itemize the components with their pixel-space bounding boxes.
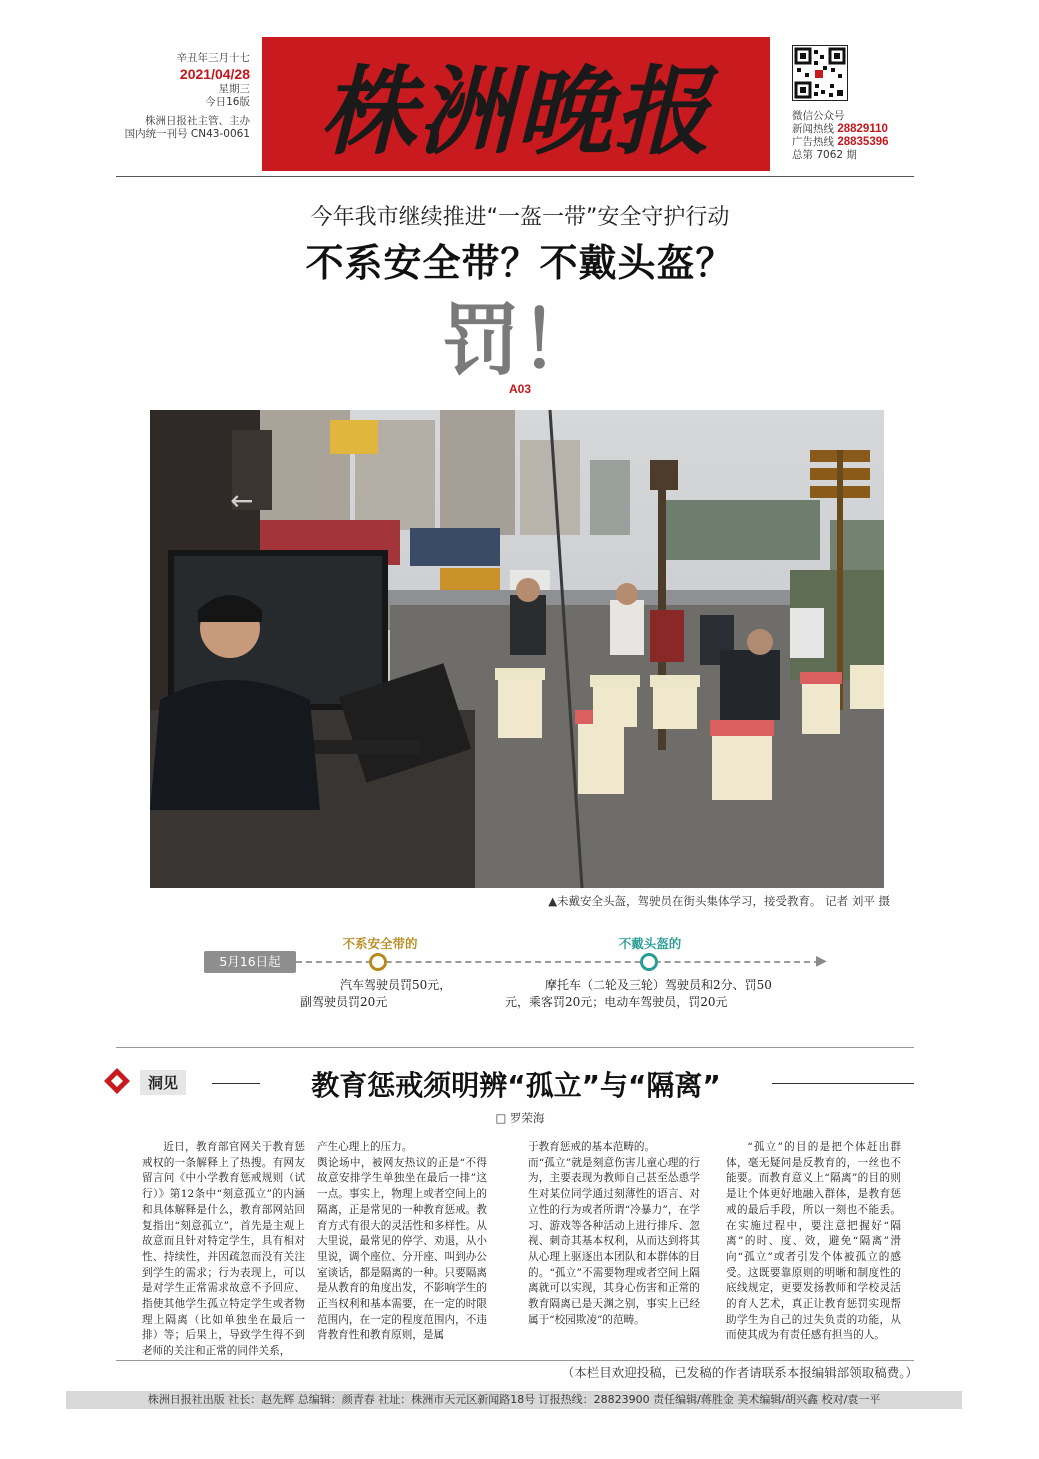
cn-number: 国内统一刊号 CN43-0061 [124, 128, 250, 140]
article-column-4 [726, 1140, 901, 1344]
article-paragraph: 近日，教育部官网关于教育惩戒权的一条解释上了热搜。有网友留言问《中小学教育惩戒规则（试行）》第12条中“刻意孤立”的内涵和具体解释是什么，教育部网站回复指出“刻意孤立”，首先是主观上故意而且针对特定学生，具有相对性、持续性，并因疏忽而没有关注到学生的需求；行为表现上，可以是对学生正常需求故意不予回应、指使其他学生孤立特定学生或者物理上隔离（比如单独坐在最后一排）等；后果上，导致学生得不到老师的关注和正常的同伴关系， [142, 1141, 305, 1358]
lead-punchline: 罚！ [441, 295, 598, 386]
article-column-2 [317, 1140, 487, 1344]
seatbelt-penalty-text: 汽车驾驶员罚50元，副驾驶员罚20元 [300, 978, 452, 1009]
timeline-arrow-icon: ▶ [816, 953, 827, 969]
lunar-date: 辛丑年三月十七 [176, 52, 250, 64]
news-hotline: 28829110 [837, 123, 888, 135]
opinion-byline: □ 罗荣海 [495, 1111, 545, 1125]
issue-number: 总第 7062 期 [792, 149, 857, 161]
article-paragraph: “孤立”的目的是把个体赶出群体，毫无疑问是反教育的，一丝也不能要。而教育意义上“隔离”的目的则是让个体更好地融入群体，是教育惩戒的最后手段，所以一刻也不能丢。在实施过程中，要注意把握好“隔离”的时、度、效，避免“隔离”滑向“孤立”或者引发个体被孤立的感受。这既要靠原则的明晰和制度性的底线规定，更要发扬教师和学校灵活的育人艺术，真正让教育惩罚实现帮助学生为自己的过失负责的功能，从而使其成为有责任感有担当的人。 [726, 1141, 901, 1342]
ad-hotline: 28835396 [837, 136, 889, 148]
page-count: 今日16版 [205, 96, 250, 108]
newspaper-title: 株洲晚报 [320, 54, 712, 168]
lead-photo [150, 410, 884, 888]
section-divider [116, 1047, 914, 1048]
helmet-penalty-text: 摩托车（二轮及三轮）驾驶员和2分、罚50元，乘客罚20元；电动车驾驶员，罚20元 [505, 978, 772, 1009]
title-rule-right [772, 1083, 914, 1084]
lead-headline: 不系安全带？不戴头盔？ [305, 241, 735, 285]
masthead-right-meta [792, 110, 932, 162]
footer-text: 株洲日报社出版 社长：赵先辉 总编辑：颜青春 社址：株洲市天元区新闻路18号 订报热线：28823900 责任编辑/蒋胜金 美术编辑/胡兴鑫 校对/袁一平 [147, 1393, 881, 1406]
wechat-label: 微信公众号 [792, 110, 845, 122]
article-column-1 [142, 1140, 305, 1360]
seatbelt-label: 不系安全带的 [342, 936, 418, 951]
section-tag: 洞见 [140, 1070, 186, 1095]
masthead-left-meta [120, 52, 250, 141]
title-rule-left [212, 1083, 260, 1084]
opinion-title: 教育惩戒须明辨“孤立”与“隔离” [311, 1069, 721, 1102]
weekday: 星期三 [218, 83, 250, 95]
ad-hotline-label: 广告热线 [792, 136, 834, 148]
article-paragraph: 产生心理上的压力。 舆论场中，被网友热议的正是“不得故意安排学生单独坐在最后一排”这一点。事实上，物理上或者空间上的隔离，正是常见的一种教育惩戒。教育方式有很大的灵活性和多样性。从大里说，最常见的停学、劝退，从小里说，调个座位、分开座、叫到办公室谈话，都是隔离的一种。只要隔离是从教育的角度出发，不影响学生的正当权利和基本需要，在一定的时限范围内，在一定的程度范围内，不违背教育性和教育原则，是属 [317, 1141, 487, 1342]
article-column-3 [528, 1140, 700, 1328]
publisher-line: 株洲日报社主管、主办 [145, 115, 250, 127]
helmet-label: 不戴头盔的 [618, 936, 682, 951]
seatbelt-marker-icon [369, 953, 387, 971]
submission-notice: （本栏目欢迎投稿，已发稿的作者请联系本报编辑部领取稿费。） [561, 1365, 918, 1380]
news-hotline-label: 新闻热线 [792, 123, 834, 135]
lead-kicker: 今年我市继续推进“一盔一带”安全守护行动 [310, 205, 730, 230]
article-paragraph: 于教育惩戒的基本范畴的。 而“孤立”就是刻意伤害儿童心理的行为，主要表现为教师自己甚至怂恿学生对某位同学通过刻薄性的语言、对立性的行为或者所谓“冷暴力”，在学习、游戏等各种活动上进行排斥、忽视、刺奇其基本权利，从而达到将其从心理上驱逐出本团队和本群体的目的。“孤立”不需要物理或者空间上隔离就可以实现，其身心伤害和正常的教育隔离已是天渊之别，事实上已经属于“校园欺凌”的范畴。 [528, 1141, 700, 1326]
footer-bar [66, 1391, 962, 1409]
qr-code-icon [792, 45, 848, 101]
helmet-marker-icon [640, 953, 658, 971]
timeline-start-label: 5月16日起 [204, 951, 296, 973]
section-tag-icon [102, 1066, 132, 1096]
page-reference-link[interactable]: A03 [508, 382, 531, 396]
masthead-divider [116, 176, 914, 177]
masthead-banner [262, 37, 770, 171]
svg-text:←: ← [230, 484, 254, 517]
issue-date: 2021/04/28 [179, 66, 250, 82]
photo-caption: ▲未戴安全头盔，驾驶员在街头集体学习，接受教育。 记者 刘平 摄 [548, 894, 890, 908]
